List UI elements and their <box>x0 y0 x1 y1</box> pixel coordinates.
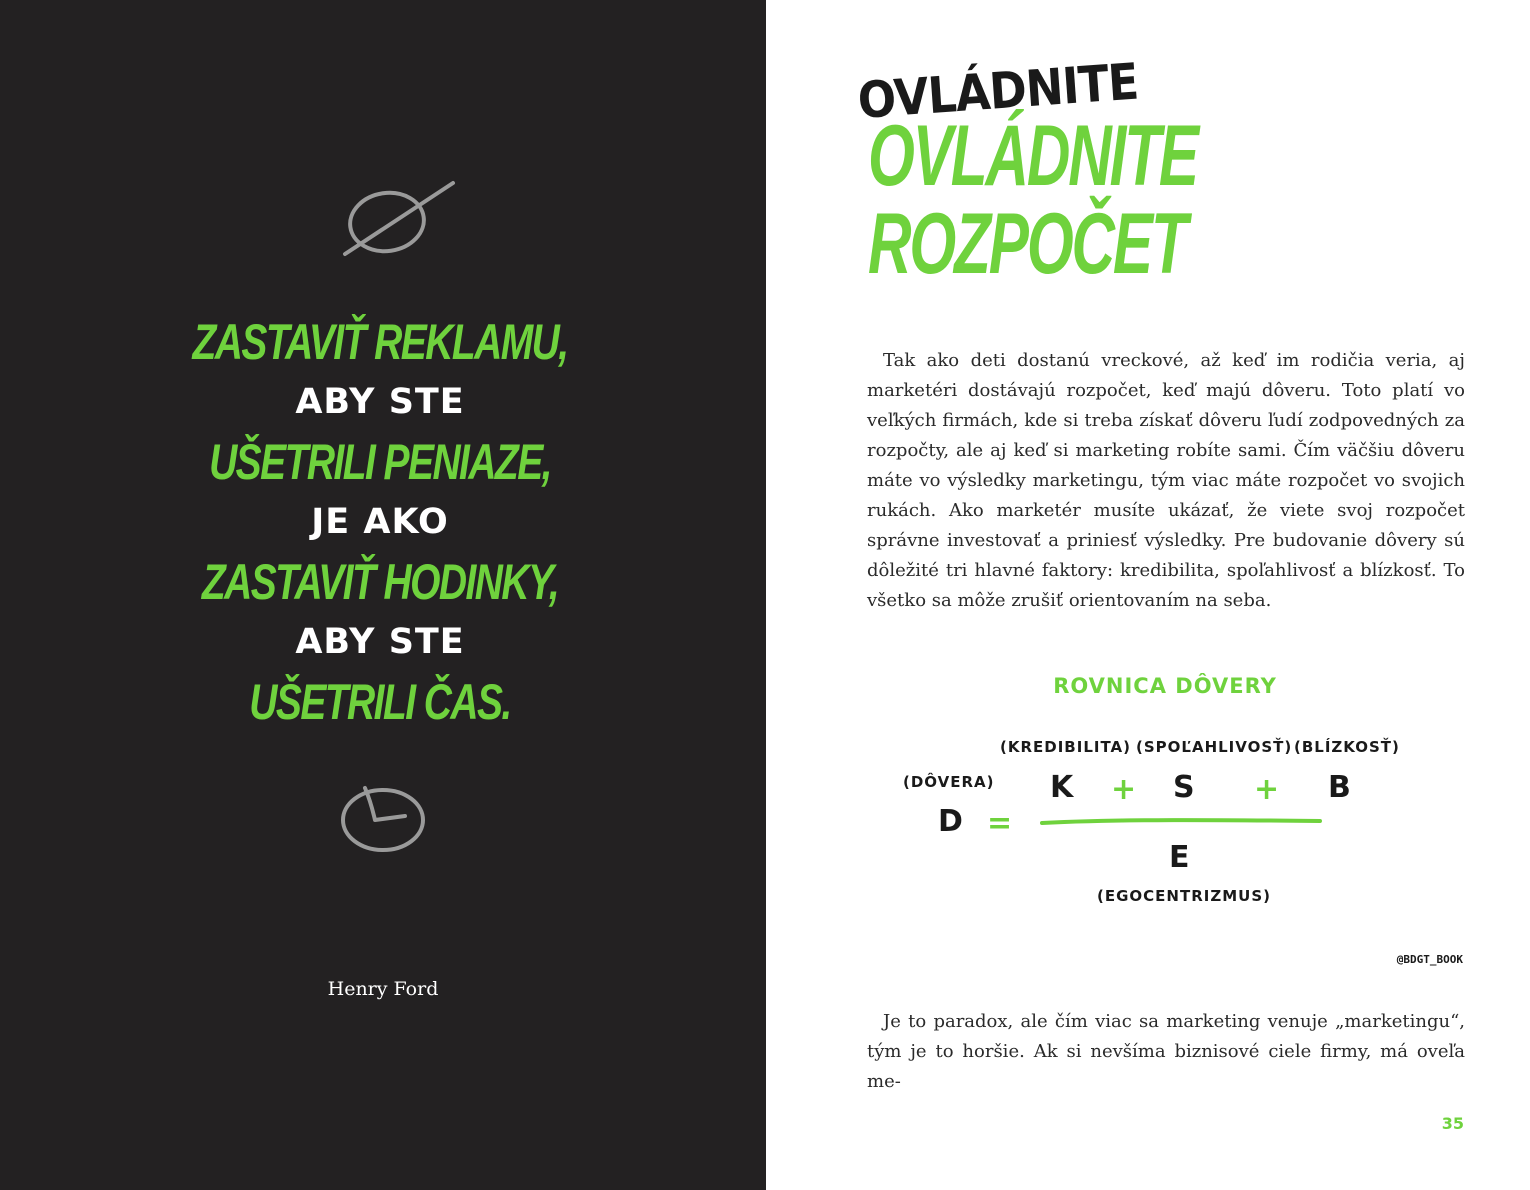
quote-line-2: ABY STE <box>295 382 465 422</box>
symbol-plus-1: + <box>1111 772 1137 807</box>
quote-author: Henry Ford <box>327 978 439 1000</box>
quote-line-1: ZASTAVIŤ REKLAMU, <box>192 314 568 370</box>
quote-line-7: UŠETRILI ČAS. <box>249 674 511 730</box>
label-spolahlivost: (SPOĽAHLIVOSŤ) <box>1136 738 1293 756</box>
chapter-title-overlay: OVLÁDNITE <box>855 52 1140 130</box>
social-handle: @BDGT_BOOK <box>1396 953 1463 966</box>
label-kredibilita: (KREDIBILITA) <box>1000 738 1131 756</box>
quote-block <box>120 312 640 732</box>
page-number: 35 <box>1441 1114 1464 1133</box>
empty-set-icon <box>335 176 465 266</box>
symbol-s: S <box>1173 770 1195 805</box>
chapter-title-line-2: ROZPOČET <box>868 196 1186 292</box>
chapter-title <box>868 108 1197 292</box>
quote-line-6: ABY STE <box>295 622 465 662</box>
quote-line-5: ZASTAVIŤ HODINKY, <box>201 554 559 610</box>
symbol-k: K <box>1050 770 1074 805</box>
paragraph-1 <box>867 346 1465 616</box>
label-egocentrizmus: (EGOCENTRIZMUS) <box>1097 887 1271 905</box>
symbol-d: D <box>938 804 963 839</box>
label-blizkost: (BLÍZKOSŤ) <box>1294 738 1400 756</box>
quote-line-3: UŠETRILI PENIAZE, <box>209 434 551 490</box>
symbol-b: B <box>1328 770 1351 805</box>
quote-line-4: JE AKO <box>311 502 449 542</box>
chapter-title-line-1: OVLÁDNITE <box>868 108 1197 204</box>
fraction-line <box>1040 815 1324 829</box>
paragraph-2-text: Je to paradox, ale čím viac sa marketing venuje „marketingu“, tým je to horšie. Ak si nevšíma biznisové ciele firmy, má oveľa me- <box>867 1011 1465 1092</box>
symbol-e: E <box>1169 840 1190 875</box>
symbol-equals: = <box>987 806 1013 841</box>
equation-title: ROVNICA DÔVERY <box>1053 674 1277 698</box>
symbol-plus-2: + <box>1254 772 1280 807</box>
clock-icon <box>335 782 431 858</box>
label-dovera: (DÔVERA) <box>903 773 995 791</box>
paragraph-2 <box>867 1007 1465 1097</box>
paragraph-1-text: Tak ako deti dostanú vreckové, až keď im rodičia veria, aj marketéri dostávajú rozpočet, keď majú dôveru. Toto platí vo veľkých firmách, kde si treba získať dôveru ľudí zodpovedných za rozpočty, ale aj keď si marketing robíte sami. Čím väčšiu dôveru máte vo výsledky marketingu, tým viac máte rozpočet vo svojich rukách. Ako marketér musíte ukázať, že viete svoj rozpočet správne investovať a priniesť výsledky. Pre budovanie dôvery sú dôležité tri hlavné faktory: kredibilita, spoľahlivosť a blízkosť. To všetko sa môže zrušiť orientovaním na seba. <box>867 350 1465 611</box>
